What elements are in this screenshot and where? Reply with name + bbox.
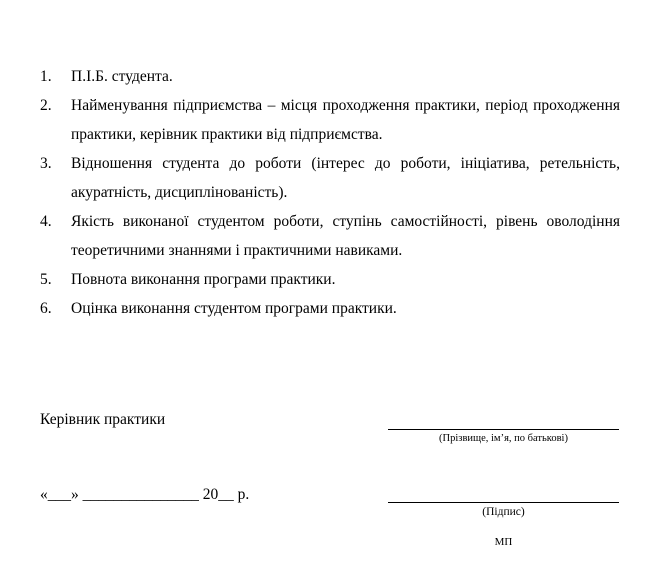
item-number: 6.: [40, 300, 52, 317]
signature-line: [388, 502, 619, 503]
supervisor-label: Керівник практики: [40, 411, 166, 428]
item-text: П.І.Б. студента.: [71, 68, 173, 85]
name-signature-line: [388, 429, 619, 430]
stamp-label: МП: [494, 536, 513, 548]
item-number: 1.: [40, 68, 52, 85]
criteria-list: [40, 62, 620, 323]
item-number: 4.: [40, 213, 52, 230]
date-field: «___» _______________ 20__ р.: [40, 486, 250, 503]
item-number: 2.: [40, 97, 52, 114]
list-item: [40, 265, 620, 294]
list-item: [40, 91, 620, 149]
item-number: 5.: [40, 271, 52, 288]
item-text: Оцінка виконання студентом програми практики.: [71, 300, 397, 317]
item-text: Відношення студента до роботи (інтерес до роботи, ініціатива, ретельність, акуратність, дисциплінованість).: [71, 155, 620, 201]
list-item: [40, 62, 620, 91]
signature-caption: (Підпис): [482, 506, 525, 518]
list-item: [40, 207, 620, 265]
name-caption: (Прізвище, ім’я, по батькові): [439, 433, 568, 444]
item-text: Якість виконаної студентом роботи, ступінь самостійності, рівень оволодіння теоретичними знаннями і практичними навиками.: [71, 213, 620, 259]
item-text: Повнота виконання програми практики.: [71, 271, 336, 288]
list-item: [40, 294, 620, 323]
item-number: 3.: [40, 155, 52, 172]
list-item: [40, 149, 620, 207]
item-text: Найменування підприємства – місця проходження практики, період проходження практики, керівник практики від підприємства.: [71, 97, 620, 143]
